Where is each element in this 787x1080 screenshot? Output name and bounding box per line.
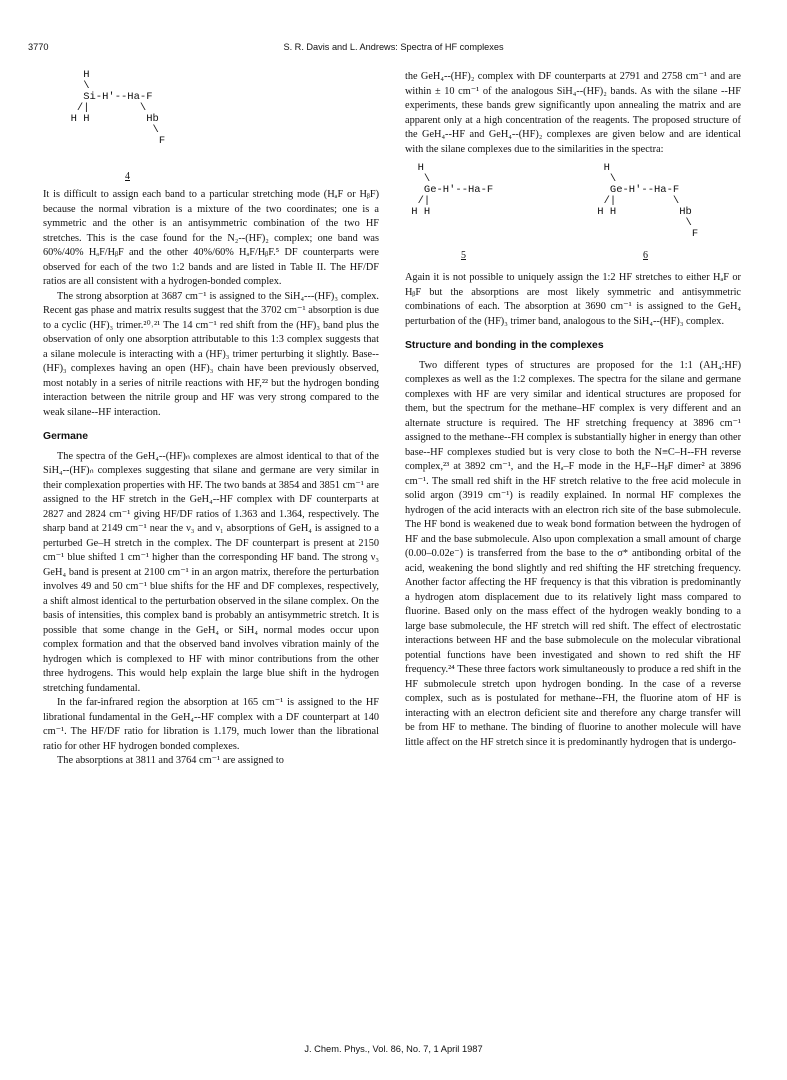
structures-5-6	[405, 163, 741, 267]
section-heading-structure: Structure and bonding in the complexes	[405, 340, 604, 351]
structure-5	[405, 163, 493, 218]
structure-6-diagram: H \ Ge-H'--Ha-F /| \ H H Hb \ F	[597, 162, 699, 240]
running-head	[28, 40, 759, 56]
paragraph: the GeH₄--(HF)₂ complex with DF counterparts at 2791 and 2758 cm⁻¹ and are within ± 10 cm⁻¹ of the analogous SiH₄--(HF)₂ bands. As with the silane --HF experiments, these bands grew significantly upon annealing the matrix and are apparent only at a high concentration of the reagents. The proposed structure of the GeH₄--HF and GeH₄--(HF)₂ complexes are given below and are identical with the silane complexes due to the similarities in the spectra:	[405, 71, 741, 155]
right-column	[405, 70, 741, 750]
structure-4	[58, 70, 379, 188]
paragraph: The absorptions at 3811 and 3764 cm⁻¹ are assigned to	[57, 755, 284, 766]
structure-4-diagram: H \ Si-H'--Ha-F /| \ H H Hb \ F	[70, 69, 166, 147]
paragraph: The strong absorption at 3687 cm⁻¹ is assigned to the SiH₄---(HF)₃ complex. Recent gas phase and matrix results suggest that the 3702 cm⁻¹ absorption is due to a cyclic (HF)₃ trimer.²⁰˒²¹ The 14 cm⁻¹ red shift from the (HF)₃ band plus the observation of only one absorption attributable to this 1:3 complex suggests that a silane molecule is interacting with a (HF)₃ trimer perturbing it slightly. Base--(HF)₃ complexes having an open (HF)₃ chain have been previously observed, most notably in a series of nitrile reactions with HF,²² but the hydrogen bonding interaction between the nitrile group and HF was very strong compared to the weak silane--HF interaction.	[43, 290, 379, 418]
structure-6	[591, 163, 698, 240]
section-heading-germane: Germane	[43, 431, 89, 442]
structure-5-diagram: H \ Ge-H'--Ha-F /| H H	[411, 162, 494, 218]
structure-6-label: 6	[643, 250, 648, 261]
paragraph: In the far-infrared region the absorption at 165 cm⁻¹ is assigned to the HF librational fundamental in the GeH₄--HF complex with a DF counterpart at 140 cm⁻¹. The HF/DF ratio for libration is 1.179, much lower than the librational ratio for other HF hydrogen bonded complexes.	[43, 697, 379, 752]
paragraph: Again it is not possible to uniquely assign the 1:2 HF stretches to either HₐF or HᵦF but the absorptions are most likely symmetric and antisymmetric combinations of each. The absorption at 3690 cm⁻¹ is assigned to the GeH₄ perturbation of the (HF)₃ trimer band, analogous to the SiH₄--(HF)₃ complex.	[405, 272, 741, 327]
paragraph: The spectra of the GeH₄--(HF)ₙ complexes are almost identical to that of the SiH₄--(HF)ₙ complexes suggesting that silane and germane are very similar in their complexation properties with HF. The two bands at 3854 and 3851 cm⁻¹ are assigned to the HF stretch in the GeH₄--HF complex with DF counterparts at 2827 and 2824 cm⁻¹ giving HF/DF ratios of 1.363 and 1.364, respectively. The sharp band at 2149 cm⁻¹ near the ν₃ and ν₁ absorptions of GeH₄ is assigned to a perturbed Ge–H stretch in the complex. The DF counterpart is present at 2150 cm⁻¹ blue shifted 1 cm⁻¹ higher than the corresponding HF band. The strong ν₃ GeH₄ band is present at 2100 cm⁻¹ in an argon matrix, therefore the perturbation involves 49 and 50 cm⁻¹ blue shifts for the HF and DF complexes, respectively, a shift almost identical to the perturbation observed in the silane complex. On the basis of intensities, this complex band is probably an antisymmetric stretch. It is possible that some change in the GeH₄ or SiH₄ normal modes occur upon complex formation and that the observed band involves vibration mainly of the hydrogen which is complexed to HF with minor contributions from the other three hydrogens. This would help explain the large blue shift in the hydrogen stretching fundamental.	[43, 450, 379, 694]
structure-4-label: 4	[125, 171, 130, 182]
page-number: 3770	[28, 42, 49, 52]
running-title: S. R. Davis and L. Andrews: Spectra of HF complexes	[283, 42, 504, 52]
structure-5-label: 5	[461, 250, 466, 261]
left-column	[43, 70, 379, 769]
footer-citation: J. Chem. Phys., Vol. 86, No. 7, 1 April 1987	[304, 1044, 483, 1054]
paragraph: Two different types of structures are proposed for the 1:1 (AH₄:HF) complexes as well as the 1:2 complexes. The spectra for the silane and germane complexes with HF are very similar and identical structures are proposed for them, but the spectrum for the methane–HF complex is very different and an alternate structure is required. The HF stretching frequency at 3896 cm⁻¹ assigned to the methane--FH complex is substantially higher in energy than other base--HF complexes studied but is very close to both the N≡C–H--FH reverse complex,²³ at 3892 cm⁻¹, and the Hₐ–F mode in the HₐF--HᵦF dimer² at 3896 cm⁻¹. The small red shift in the HF stretch relative to the free acid molecule in solid argon (3919 cm⁻¹) is readily explained. In normal HF complexes the hydrogen of the acid interacts with an electron rich site of the base submolecule. The HF bond is weakened due to weak bond formation between the hydrogen of HF and the base submolecule. Also upon complexation a small amount of charge (0.00–0.02e⁻) is transferred from the base to the σ* antibonding orbital of the acid, weakening the bond slightly and red shifting the HF stretching frequency. Another factor affecting the HF frequency is that this vibration is predominantly a hydrogen atom displacement due to its relatively light mass compared to fluorine. Based only on the mass effect of the hydrogen weakly bonding to a large base submolecule, the HF stretch will red shift. The effect of electrostatic interactions between HF and the base submolecule on the molecular vibrational potential functions have been investigated and shown to red shift the HF frequency.²⁴ These three factors work simultaneously to produce a red shift in the HF submolecule stretch upon hydrogen bonding. In the case of a reverse complex, such as is postulated for methane--FH, the fluorine atom of HF is interacting with an electron deficient site and therefore any charge transfer will be from HF to methane. The binding of fluorine to another molecule will have little affect on the HF stretch since it is predominantly hydrogen that is undergo-	[405, 359, 741, 748]
paragraph: It is difficult to assign each band to a particular stretching mode (HₐF or HᵦF) because the normal vibration is a mixture of the two coordinates; one is a symmetric and the other is an antisymmetric combination of the two HF stretches. This is the case found for the N₂--(HF)₂ complex; one band was 60%/40% HₐF/HᵦF and the other 40%/60% HₐF/HᵦF.⁵ DF counterparts were observed for each of the two 1:2 bands and are listed in Table II. The HF/DF ratios are all consistent with a hydrogen-bonded complex.	[43, 189, 379, 287]
